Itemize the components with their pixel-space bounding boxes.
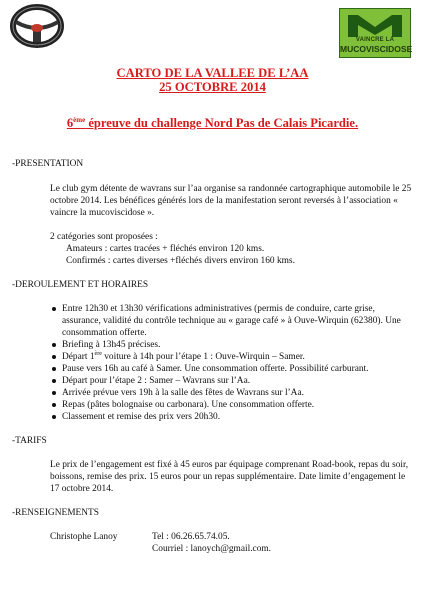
schedule-list [12,303,415,423]
contact-name: Christophe Lanoy [50,532,118,542]
list-item: Classement et remise des prix vers 20h30. [62,411,415,423]
deroulement-heading: -DEROULEMENT ET HORAIRES [12,280,149,290]
title-line1: CARTO DE LA VALLEE DE L’AA [116,66,309,80]
document-title [0,66,425,94]
subtitle-suffix: ème [73,115,86,124]
vaincre-la-mucoviscidose-logo [339,8,411,58]
steering-wheel-logo-icon [10,4,64,48]
list-item [62,351,415,363]
tarifs-paragraph: Le prix de l’engagement est fixé à 45 euros par équipage comprenant Road-book, repas du soir, boissons, remise des prix. 15 euros pour un repas supplémentaire. Date limite d’engagement le 17 octobre 2014. [50,460,409,494]
logo-text-line2: MUCOVISCIDOSE [340,44,413,54]
subtitle-text: épreuve du challenge Nord Pas de Calais Picardie. [85,116,359,130]
list-item: Briefing à 13h45 précises. [62,339,415,351]
list-item: Repas (pâtes bolognaise ou carbonara). Une consommation offerte. [62,399,415,411]
categories-intro: 2 catégories sont proposées : [50,232,158,242]
contact-block [50,531,415,555]
list-item: Entre 12h30 et 13h30 vérifications administratives (permis de conduire, carte grise, assurance, validité du contrôle technique au « garage café » à Ouve-Wirquin (62380). Une consommation offerte. [62,303,415,339]
list-item: Pause vers 16h au café à Samer. Une consommation offerte. Possibilité carburant. [62,363,415,375]
document-subtitle [0,116,425,131]
renseignements-heading: -RENSEIGNEMENTS [12,508,99,518]
item3-post: voiture à 14h pour l’étape 1 : Ouve-Wirquin – Samer. [101,352,305,362]
item3-sup: ère [94,350,102,357]
category-confirmes: Confirmés : cartes diverses +fléchés divers environ 160 kms. [66,256,295,266]
logo-text-line1: VAINCRE LA [355,37,395,43]
title-line2: 25 OCTOBRE 2014 [159,80,266,94]
list-item: Arrivée prévue vers 19h à la salle des fêtes de Wavrans sur l’Aa. [62,387,415,399]
contact-phone: Tel : 06.26.65.74.05. [152,532,230,542]
tarifs-heading: -TARIFS [12,436,47,446]
contact-email: Courriel : lanoych@gmail.com. [152,544,272,554]
mucoviscidose-m-icon [344,11,406,39]
document-body [12,158,415,555]
category-amateurs: Amateurs : cartes tracées + fléchés environ 120 kms. [66,244,265,254]
list-item: Départ pour l’étape 2 : Samer – Wavrans sur l’Aa. [62,375,415,387]
presentation-paragraph: Le club gym détente de wavrans sur l’aa organise sa randonnée cartographique automobile le 25 octobre 2014. Les bénéfices générés lors de la manifestation seront reversés à l’association « vaincre la mucoviscidose ». [50,184,412,218]
subtitle-number: 6 [66,116,74,130]
item3-pre: Départ 1 [62,352,95,362]
presentation-heading: -PRESENTATION [12,159,84,169]
